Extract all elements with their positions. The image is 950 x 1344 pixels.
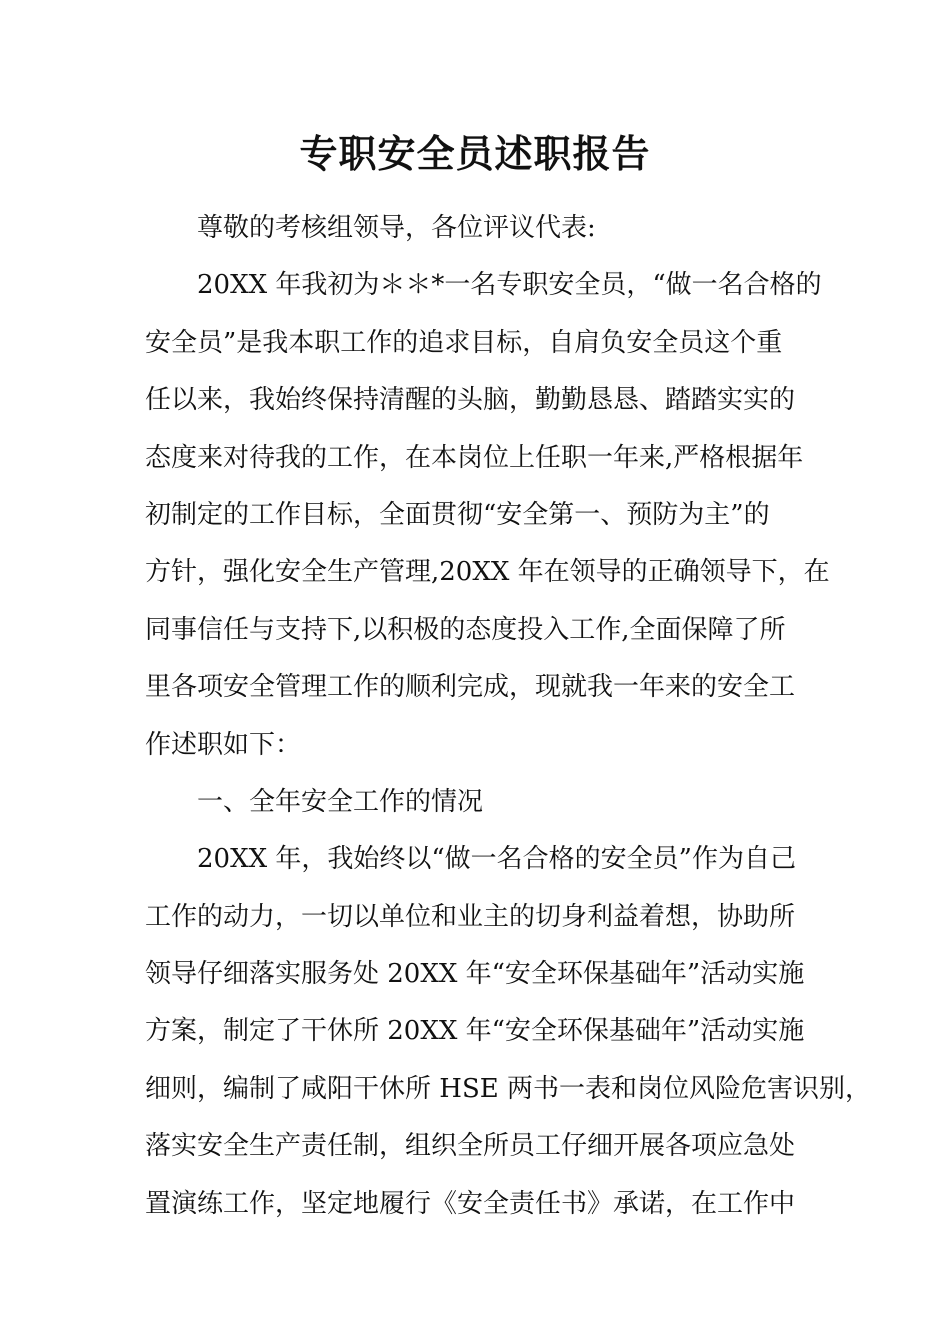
body-line: 20XX 年，我始终以“做一名合格的安全员”作为自己 [197,844,796,875]
body-line: 同事信任与支持下,以积极的态度投入工作,全面保障了所 [145,614,786,645]
body-line: 一、全年安全工作的情况 [197,786,484,817]
body-line: 尊敬的考核组领导，各位评议代表: [197,213,596,243]
body-line: 工作的动力，一切以单位和业主的切身利益着想，协助所 [145,901,796,932]
body-line: 任以来，我始终保持清醒的头脑，勤勤恳恳、踏踏实实的 [145,385,796,416]
body-line: 方针，强化安全生产管理,20XX 年在领导的正确领导下，在 [145,557,830,588]
body-line: 20XX 年我初为＊＊*一名专职安全员，“做一名合格的 [197,270,822,301]
document-title: 专职安全员述职报告 [299,131,651,176]
body-line: 细则，编制了咸阳干休所 HSE 两书一表和岗位风险危害识别， [145,1073,871,1104]
body-line: 落实安全生产责任制，组织全所员工仔细开展各项应急处 [145,1131,796,1162]
body-line: 方案，制定了干休所 20XX 年“安全环保基础年”活动实施 [145,1016,805,1047]
body-line: 态度来对待我的工作，在本岗位上任职一年来,严格根据年 [145,442,804,473]
document-body [145,200,871,1233]
body-line: 作述职如下： [145,729,302,760]
body-line: 领导仔细落实服务处 20XX 年“安全环保基础年”活动实施 [145,959,805,990]
body-line: 里各项安全管理工作的顺利完成，现就我一年来的安全工 [145,672,796,703]
body-line: 初制定的工作目标，全面贯彻“安全第一、预防为主”的 [145,499,770,530]
body-line: 置演练工作，坚定地履行《安全责任书》承诺，在工作中 [145,1188,796,1219]
body-line: 安全员”是我本职工作的追求目标，自肩负安全员这个重 [145,327,783,358]
